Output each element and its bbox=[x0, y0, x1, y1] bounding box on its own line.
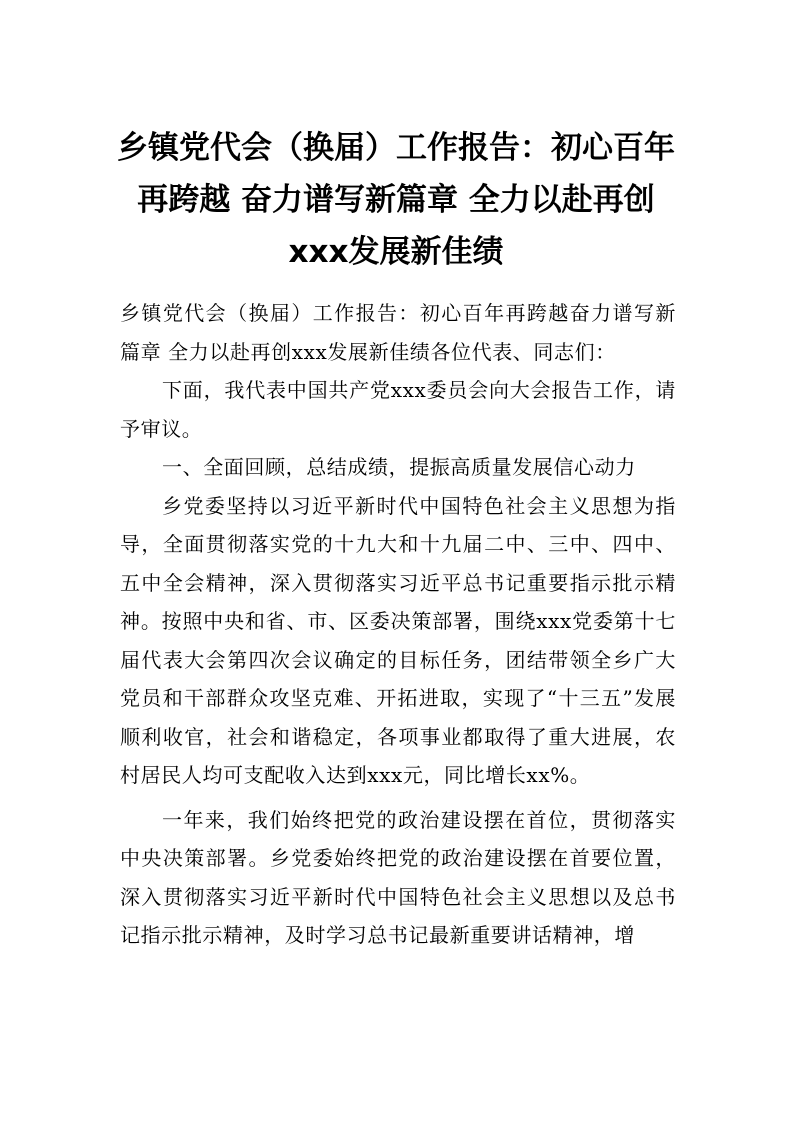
document-body bbox=[120, 294, 676, 955]
paragraph-party-committee: 乡党委坚持以习近平新时代中国特色社会主义思想为指导，全面贯彻落实党的十九大和十九届二中、三中、四中、五中全会精神，深入贯彻落实习近平总书记重要指示批示精神。按照中央和省、市、区委决策部署，围绕xxx党委第十七届代表大会第四次会议确定的目标任务，团结带领全乡广大党员和干部群众攻坚克难、开拓进取，实现了“十三五”发展顺利收官，社会和谐稳定，各项事业都取得了重大进展，农村居民人均可支配收入达到xxx元，同比增长xx%。 bbox=[120, 493, 676, 787]
document-title: 乡镇党代会（换届）工作报告：初心百年再跨越 奋力谱写新篇章 全力以赴再创xxx发展新佳绩 bbox=[117, 130, 675, 270]
paragraph-opening: 乡镇党代会（换届）工作报告：初心百年再跨越奋力谱写新篇章 全力以赴再创xxx发展新佳绩各位代表、同志们： bbox=[120, 301, 676, 364]
paragraph-report-intro: 下面，我代表中国共产党xxx委员会向大会报告工作，请予审议。 bbox=[120, 378, 676, 441]
paragraph-political-building: 一年来，我们始终把党的政治建设摆在首位，贯彻落实中央决策部署。乡党委始终把党的政治建设摆在首要位置，深入贯彻落实习近平新时代中国特色社会主义思想以及总书记指示批示精神，及时学习总书记最新重要讲话精神，增 bbox=[120, 807, 676, 947]
section-heading-1: 一、全面回顾，总结成绩，提振高质量发展信心动力 bbox=[162, 455, 636, 479]
